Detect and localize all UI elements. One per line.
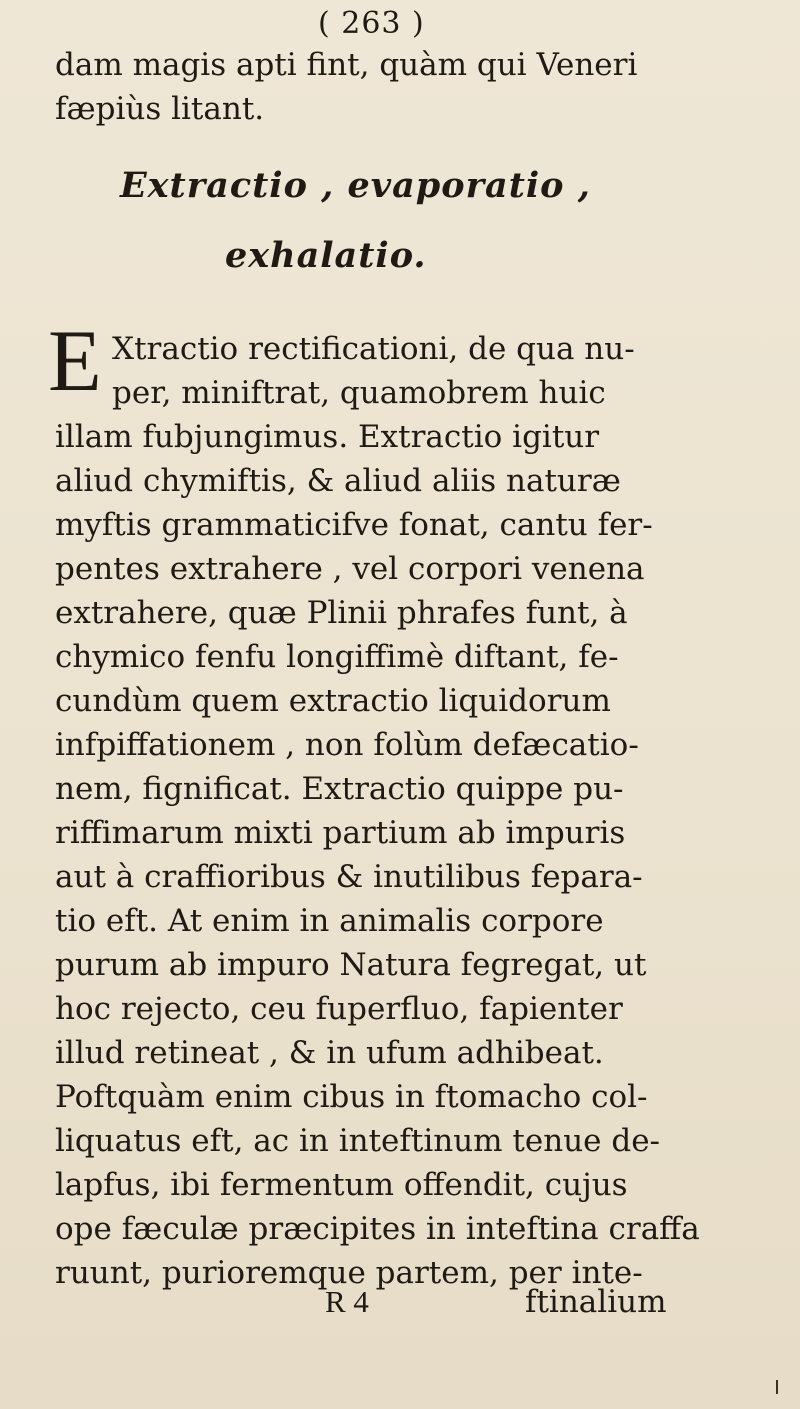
text-line: dam magis apti fint, quàm qui Veneri: [55, 47, 638, 83]
paragraph-line: hoc rejecto, ceu fuperfluo, fapienter: [55, 991, 623, 1027]
text-line: fæpiùs litant.: [55, 91, 265, 127]
paragraph-line: cundùm quem extractio liquidorum: [55, 683, 611, 719]
heading-line: Extractio , evaporatio ,: [120, 165, 591, 206]
paragraph-line: nem, fignificat. Extractio quippe pu-: [55, 771, 624, 807]
margin-mark: [776, 1380, 778, 1394]
paragraph-line: ope fæculæ præcipites in inteftina craffa: [55, 1211, 700, 1247]
signature-mark: R 4: [325, 1284, 369, 1319]
paragraph-line: pentes extrahere , vel corpori venena: [55, 551, 645, 587]
paragraph-line: extrahere, quæ Plinii phrafes funt, à: [55, 595, 628, 631]
drop-cap: E: [48, 313, 102, 410]
paragraph-line: lapfus, ibi fermentum offendit, cujus: [55, 1167, 628, 1203]
paragraph-line: Xtractio rectificationi, de qua nu-: [112, 331, 635, 367]
paragraph-line: purum ab impuro Natura fegregat, ut: [55, 947, 647, 983]
paragraph-line: infpiffationem , non folùm defæcatio-: [55, 727, 639, 763]
catchword: ftinalium: [525, 1284, 667, 1320]
page-number: ( 263 ): [318, 6, 425, 41]
paragraph-line: illud retineat , & in ufum adhibeat.: [55, 1035, 604, 1071]
heading-line: exhalatio.: [225, 235, 427, 276]
paragraph-line: Poftquàm enim cibus in ftomacho col-: [55, 1079, 648, 1115]
paragraph-line: aut à craffioribus & inutilibus fepara-: [55, 859, 643, 895]
paragraph-line: ruunt, purioremque partem, per inte-: [55, 1255, 643, 1291]
paragraph-line: riffimarum mixti partium ab impuris: [55, 815, 626, 851]
paragraph-line: liquatus eft, ac in inteftinum tenue de-: [55, 1123, 661, 1159]
paragraph-line: chymico fenfu longiffimè diftant, fe-: [55, 639, 619, 675]
paragraph-line: aliud chymiftis, & aliud aliis naturæ: [55, 463, 621, 499]
paragraph-line: illam fubjungimus. Extractio igitur: [55, 419, 600, 455]
paragraph-line: per, miniftrat, quamobrem huic: [112, 375, 606, 411]
paragraph-line: myftis grammaticifve fonat, cantu fer-: [55, 507, 653, 543]
paragraph-line: tio eft. At enim in animalis corpore: [55, 903, 604, 939]
